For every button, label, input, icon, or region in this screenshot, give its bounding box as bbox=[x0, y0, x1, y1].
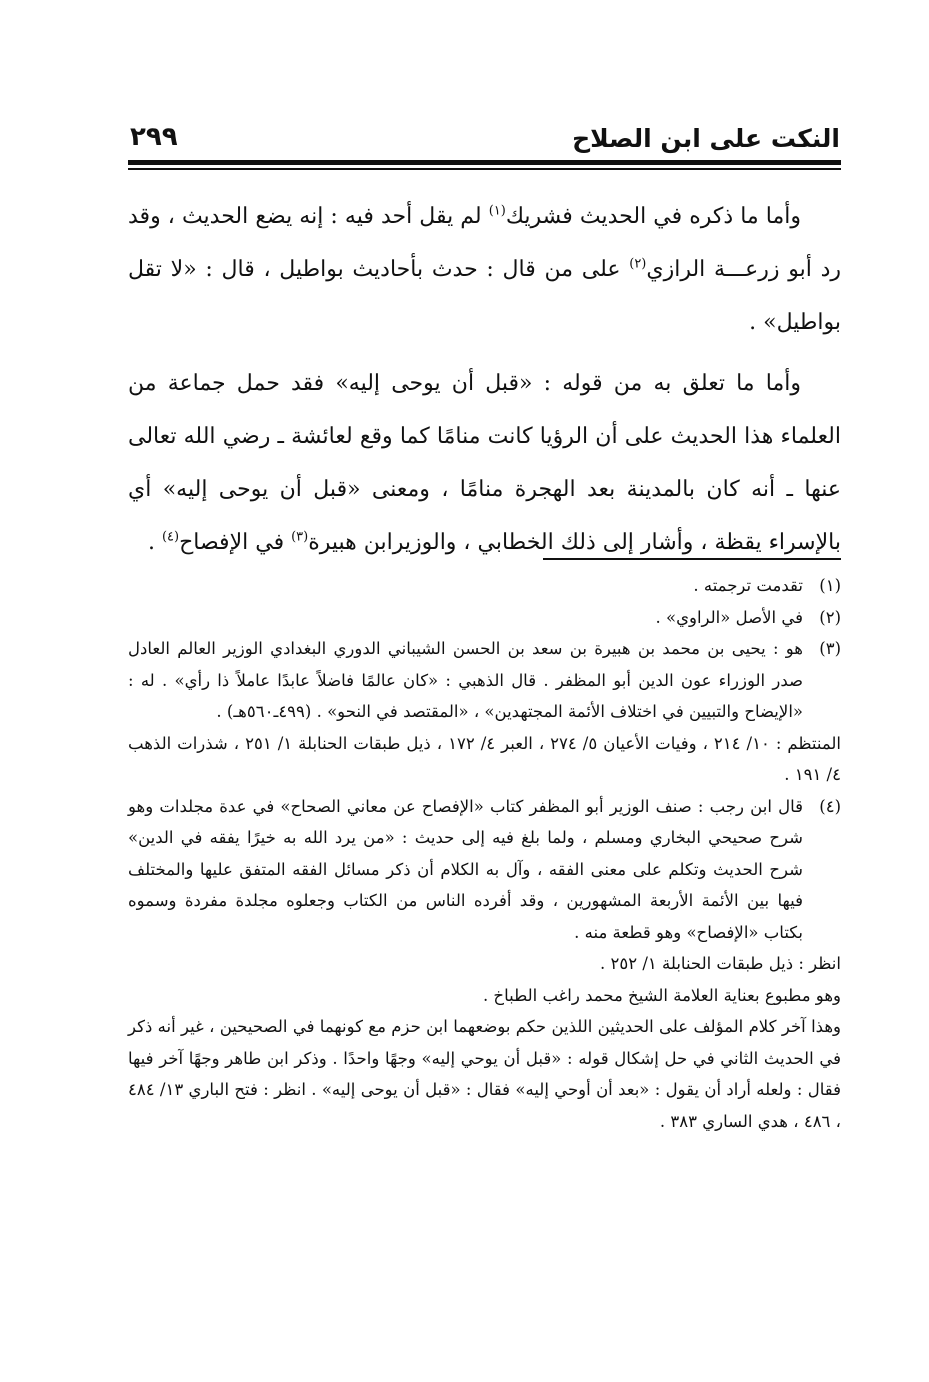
p1-text-c: على من قال : حدث بأحاديث بواطيل ، قال : «لا تقل بواطيل» . bbox=[128, 257, 841, 335]
footnote-1 bbox=[128, 570, 841, 602]
footnote-text: في الأصل «الراوي» . bbox=[655, 607, 803, 627]
footnote-number: (٣) bbox=[819, 639, 841, 658]
page-header bbox=[130, 118, 840, 162]
paragraph-2 bbox=[128, 357, 841, 569]
footnote-ref-3: (٣) bbox=[291, 529, 309, 545]
p2-text-b: في الإفصاح bbox=[179, 530, 292, 555]
footnote-ref-1: (١) bbox=[488, 203, 506, 219]
footnote-text: تقدمت ترجمته . bbox=[693, 576, 803, 595]
footnote-ref-4: (٤) bbox=[161, 529, 180, 545]
footnote-text: قال ابن رجب : صنف الوزير أبو المظفر كتاب «الإفصاح عن معاني الصحاح» في عدة مجلدات وهو شرح صحيحي البخاري ومسلم ، ولما بلغ فيه إلى حديث : «من يرد الله به خيرًا يفقه في الدين» شرح الحديث وتكلم على معنى الفقه ، وآل به الكلام أن ذكر مسائل الفقه المتفق عليها والمختلف فيها بين الأئمة الأربعة المشهورين ، وقد أفرده الناس من الكتاب وجعلوه مجلدة مفردة وسموه بكتاب «الإفصاح» وهو قطعة منه . bbox=[128, 796, 803, 942]
footnote-3 bbox=[128, 633, 841, 728]
footnote-3-references: المنتظم : ١٠/ ٢١٤ ، وفيات الأعيان ٥/ ٢٧٤ ، العبر ٤/ ١٧٢ ، ذيل طبقات الحنابلة ١/ ٢٥١ ، شذرات الذهب ٤/ ١٩١ . bbox=[128, 733, 842, 784]
page-number: ٢٩٩ bbox=[130, 122, 178, 152]
footnote-number: (١) bbox=[819, 576, 841, 595]
footnote-4-closing-note: وهذا آخر كلام المؤلف على الحديثين اللذين حكم بوضعهما ابن حزم مع كونهما في الصحيحين ، غير أنه ذكر في الحديث الثاني في حل إشكال قوله : «قبل أن يوحي إليه» وجهًا واحدًا . وذكر ابن طاهر وجهًا آخر فيها فقال : ولعله أراد أن يقول : «بعد أن أوحي إليه» فقال : «قبل أن يوحى إليه» . انظر : فتح الباري ١٣/ ٤٨٤ ، ٤٨٦ ، هدي الساري ٣٨٣ . bbox=[128, 1017, 841, 1131]
footnote-ref-2: (٢) bbox=[629, 256, 647, 272]
running-title: النكت على ابن الصلاح bbox=[572, 124, 840, 153]
p2-text-a: وأما ما تعلق به من قوله : «قبل أن يوحى إليه» فقد حمل جماعة من العلماء هذا الحديث على أن الرؤيا كانت منامًا كما وقع لعائشة ـ رضي الله تعالى عنها ـ أنه كان بالمدينة بعد الهجرة منامًا ، ومعنى «قبل أن يوحى إليه» أي بالإسراء يقظة ، وأشار إلى ذلك الخطابي ، والوزيرابن هبيرة bbox=[128, 371, 841, 555]
p1-text-a: وأما ما ذكره في الحديث فشريك bbox=[505, 204, 801, 229]
footnote-number: (٤) bbox=[819, 796, 841, 816]
footnote-2 bbox=[128, 602, 841, 634]
header-rule-thin bbox=[128, 168, 841, 170]
footnote-4-printed-note: وهو مطبوع بعناية العلامة الشيخ محمد راغب الطباخ . bbox=[482, 985, 841, 1005]
footnotes bbox=[128, 570, 841, 1137]
header-rule-thick bbox=[128, 160, 841, 165]
footnote-number: (٢) bbox=[819, 607, 841, 627]
p2-text-c: . bbox=[147, 530, 162, 555]
footnote-4-reference: انظر : ذيل طبقات الحنابلة ١/ ٢٥٢ . bbox=[599, 954, 841, 973]
footnote-4 bbox=[128, 791, 841, 949]
main-text bbox=[128, 190, 841, 577]
footnote-text: هو : يحيى بن محمد بن هبيرة بن سعد بن الحسن الشيباني الدوري البغدادي الوزير العالم العادل صدر الوزراء عون الدين أبو المظفر . قال الذهبي : «كان عالمًا فاضلاً عابدًا عاملاً ذا رأي» . له : «الإيضاح والتبيين في اختلاف الأئمة المجتهدين» ، «المقتصد في النحو» . (٤٩٩ـ٥٦٠هـ) . bbox=[128, 639, 803, 721]
p1-text-b: لم يقل أحد فيه : إنه يضع الحديث ، وقد رد أبو زرعـــة الرازي bbox=[128, 204, 842, 282]
paragraph-1 bbox=[128, 190, 841, 349]
footnote-separator bbox=[543, 558, 841, 560]
